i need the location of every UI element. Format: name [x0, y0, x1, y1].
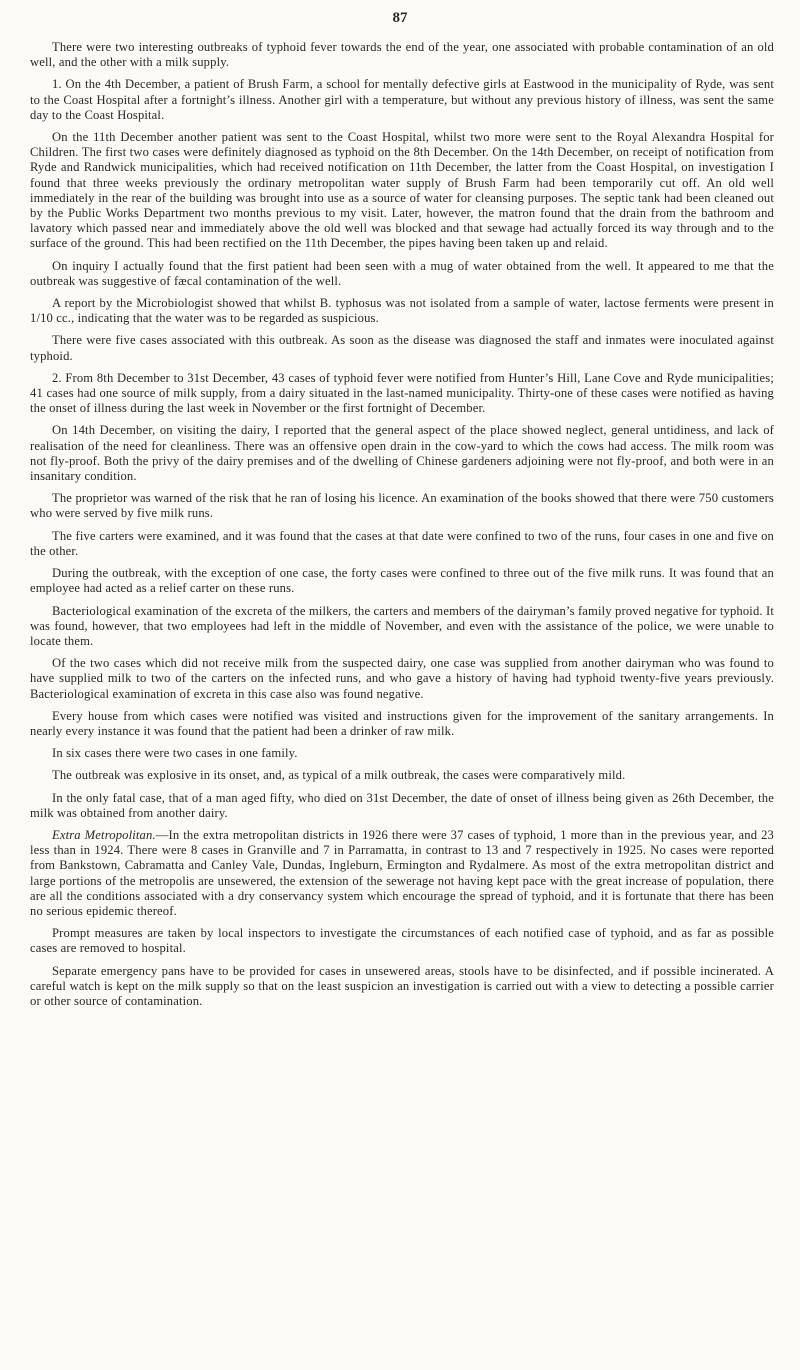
paragraph-text: In six cases there were two cases in one family.	[52, 746, 298, 761]
paragraph	[30, 604, 774, 650]
paragraph	[30, 259, 774, 289]
paragraph	[30, 828, 774, 919]
paragraph-text: During the outbreak, with the exception of one case, the forty cases were confined to three out of the five milk runs. It was found that an employee had acted as a relief carter on these runs.	[30, 566, 774, 596]
paragraph	[30, 926, 774, 956]
paragraph-text: 2. From 8th December to 31st December, 43 cases of typhoid fever were notified from Hunter’s Hill, Lane Cove and Ryde municipalities; 41 cases had one source of milk supply, from a dairy situated in the last-named municipality. Thirty-one of these cases were notified as having the onset of illness during the last week in November or the first fortnight of December.	[30, 370, 774, 416]
paragraph-text: Of the two cases which did not receive milk from the suspected dairy, one case was supplied from another dairyman who was found to have supplied milk to two of the carters on the infected runs, and who gave a history of having had typhoid twenty-five years previously. Bacteriological examination of excreta in this case also was found negative.	[30, 656, 774, 701]
paragraph	[30, 77, 774, 123]
paragraph-text: Prompt measures are taken by local inspectors to investigate the circumstances of each notified case of typhoid, and as far as possible cases are removed to hospital.	[30, 926, 774, 956]
paragraph-text: On inquiry I actually found that the first patient had been seen with a mug of water obtained from the well. It appeared to me that the outbreak was suggestive of fæcal contamination of the well.	[30, 258, 774, 288]
body-text	[30, 40, 774, 1016]
paragraph	[30, 333, 774, 363]
paragraph-text: Bacteriological examination of the excreta of the milkers, the carters and members of the dairyman’s family proved negative for typhoid. It was found, however, that two employees had left in the middle of November, and even with the assistance of the police, we were unable to locate them.	[30, 603, 774, 648]
paragraph	[30, 709, 774, 739]
paragraph	[30, 423, 774, 484]
paragraph-text: There were five cases associated with this outbreak. As soon as the disease was diagnosed the staff and inmates were inoculated against typhoid.	[30, 333, 774, 363]
paragraph	[30, 371, 774, 417]
paragraph	[30, 791, 774, 821]
paragraph	[30, 566, 774, 596]
paragraph	[30, 296, 774, 326]
paragraph-text: The outbreak was explosive in its onset, and, as typical of a milk outbreak, the cases were comparatively mild.	[52, 768, 626, 783]
paragraph-text: A report by the Microbiologist showed that whilst B. typhosus was not isolated from a sample of water, lactose ferments were present in 1/10 cc., indicating that the water was to be regarded as suspicious.	[30, 296, 774, 326]
paragraph	[30, 656, 774, 702]
paragraph-text: On the 11th December another patient was sent to the Coast Hospital, whilst two more were sent to the Royal Alexandra Hospital for Children. The first two cases were definitely diagnosed as typhoid on the 8th December. On the 14th December, on receipt of notification from Ryde and Randwick municipalities, which had received notification on 11th December, the latter from the Coast Hospital, on investigation I found that three weeks previously the ordinary metropolitan water supply of Brush Farm had been temporarily cut off. An old well immediately in the rear of the building was brought into use as a source of water for cleansing purposes. The septic tank had been cleaned out by the Public Works Department two months previous to my visit. Later, however, the matron found that the drain from the bathroom and lavatory which passed near and immediately above the old well was blocked and that sewage had actually forced its way through and to the surface of the ground. This had been rectified on the 11th December, the pipes having been taken up and relaid.	[30, 130, 774, 251]
paragraph-text: In the only fatal case, that of a man aged fifty, who died on 31st December, the date of onset of illness being given as 26th December, the milk was obtained from another dairy.	[30, 790, 774, 820]
paragraph	[30, 529, 774, 559]
paragraph	[30, 746, 774, 761]
paragraph	[30, 40, 774, 70]
paragraph-text: Separate emergency pans have to be provided for cases in unsewered areas, stools have to be disinfected, and if possible incinerated. A careful watch is kept on the milk supply so that on the least suspicion an investigation is carried out with a view to detecting a possible carrier or other source of contamination.	[30, 963, 774, 1008]
paragraph-text: On 14th December, on visiting the dairy, I reported that the general aspect of the place showed neglect, general untidiness, and lack of realisation of the need for cleanliness. There was an offensive open drain in the cow-yard to which the cows had access. The milk room was not fly-proof. Both the privy of the dairy premises and of the dwelling of Chinese gardeners adjoining were not fly-proof, and both were in an insanitary condition.	[30, 423, 774, 484]
paragraph-text: —In the extra metropolitan districts in 1926 there were 37 cases of typhoid, 1 more than in the previous year, and 23 less than in 1924. There were 8 cases in Granville and 7 in Parramatta, in contrast to 13 and 7 respectively in 1925. No cases were reported from Bankstown, Cabramatta and Canley Vale, Dundas, Ingleburn, Ermington and Rydalmere. As most of the extra metropolitan district and large portions of the metropolis are unsewered, the extension of the sewerage not having kept pace with the great increase of population, there are all the conditions associated with a dry conservancy system which encourage the spread of typhoid, and it is fortunate that there has been no serious epidemic thereof.	[30, 827, 774, 918]
paragraph	[30, 130, 774, 252]
paragraph	[30, 964, 774, 1010]
paragraph-text: The proprietor was warned of the risk that he ran of losing his licence. An examination of the books showed that there were 750 customers who were served by five milk runs.	[30, 491, 774, 521]
paragraph-text: There were two interesting outbreaks of typhoid fever towards the end of the year, one associated with probable contamination of an old well, and the other with a milk supply.	[30, 40, 774, 70]
page-number: 87	[392, 10, 408, 26]
paragraph-text: Every house from which cases were notified was visited and instructions given for the improvement of the sanitary arrangements. In nearly every instance it was found that the patient had been a drinker of raw milk.	[30, 708, 774, 738]
paragraph	[30, 768, 774, 783]
paragraph-lead-in: Extra Metropolitan.	[52, 827, 156, 842]
paragraph	[30, 491, 774, 521]
paragraph-text: The five carters were examined, and it was found that the cases at that date were confined to two of the runs, four cases in one and five on the other.	[30, 528, 774, 558]
paragraph-text: 1. On the 4th December, a patient of Brush Farm, a school for mentally defective girls at Eastwood in the municipality of Ryde, was sent to the Coast Hospital after a fortnight’s illness. Another girl with a temperature, but without any previous history of illness, was sent the same day to the Coast Hospital.	[30, 77, 774, 122]
